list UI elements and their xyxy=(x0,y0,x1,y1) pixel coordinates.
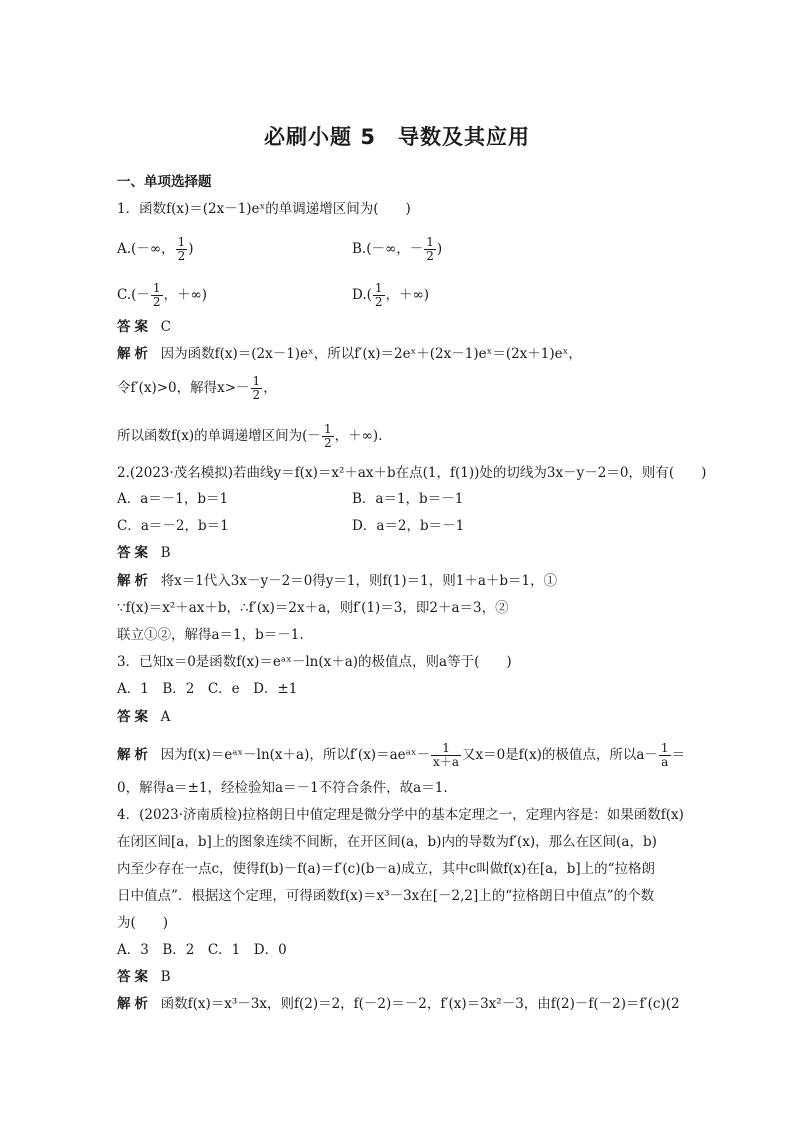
q1-option-b: B.(－∞，－ $\frac{1}{2}$ ) xyxy=(352,235,443,263)
q1-option-d: D.( $\frac{1}{2}$ ，＋∞) xyxy=(352,281,430,309)
q1-option-c: C.(－ $\frac{1}{2}$ ，＋∞) xyxy=(117,281,208,309)
page-title: 必刷小题 5 导数及其应用 xyxy=(264,125,530,149)
q4-stem-line-4: 日中值点”．根据这个定理，可得函数f(x)＝x³－3x在[－2,2]上的“拉格朗日中值点”的个数 xyxy=(117,888,655,904)
q4-stem-line-2: 在闭区间[a，b]上的图象连续不间断，在开区间(a，b)内的导数为f′(x)，那么在区间(a，b) xyxy=(117,834,657,850)
q4-options: A．3 B．2 C．1 D．0 xyxy=(117,942,287,958)
q1-option-a: A.(－∞， $\frac{1}{2}$ ) xyxy=(117,235,194,263)
q2-option-b: B．a＝1，b＝－1 xyxy=(352,491,464,507)
q2-answer: 答案 B xyxy=(117,545,171,561)
q4-stem-line-5: 为( ) xyxy=(117,915,169,931)
q3-options: A．1 B．2 C．e D．±1 xyxy=(117,681,298,697)
q2-analysis-line-3: 联立①②，解得a＝1，b＝－1. xyxy=(117,627,304,643)
q3-analysis-line-2: 0，解得a＝±1，经检验知a＝－1不符合条件，故a＝1. xyxy=(117,780,448,796)
q2-analysis-line-1: 解析 将x＝1代入3x－y－2＝0得y＝1，则f(1)＝1，则1＋a＋b＝1，① xyxy=(117,573,558,589)
q2-option-a: A．a＝－1，b＝1 xyxy=(117,491,229,507)
q4-stem-line-1: 4．(2023·济南质检)拉格朗日中值定理是微分学中的基本定理之一，定理内容是：如果函数f(x) xyxy=(117,807,684,823)
q1-analysis-line-2: 令f′(x)>0，解得x>－ $\frac{1}{2}$ ， xyxy=(117,374,277,402)
q4-analysis-line-1: 解析 函数f(x)＝x³－3x，则f(2)＝2，f(－2)＝－2，f′(x)＝3x²－3，由f(2)－f(－2)＝f′(c)(2 xyxy=(117,996,680,1012)
q1-stem: 1．函数f(x)＝(2x－1)eˣ的单调递增区间为( ) xyxy=(117,201,411,217)
q3-stem: 3．已知x＝0是函数f(x)＝eᵃˣ－ln(x＋a)的极值点，则a等于( ) xyxy=(117,654,512,670)
q1-answer: 答案 C xyxy=(117,319,171,335)
q3-answer: 答案 A xyxy=(117,709,171,725)
q2-option-d: D．a＝2，b＝－1 xyxy=(352,518,465,534)
q2-analysis-line-2: ∵f(x)＝x²＋ax＋b，∴f′(x)＝2x＋a，则f′(1)＝3，即2＋a＝3，② xyxy=(117,600,509,616)
q4-answer: 答案 B xyxy=(117,969,171,985)
q3-analysis-line-1: 解析 因为f(x)＝eᵃˣ－ln(x＋a)，所以f′(x)＝aeᵃˣ－ $\frac{1}{x+a}$ 又x＝0是f(x)的极值点，所以a－ $\frac{1}{a}$ ＝ xyxy=(117,741,686,769)
q2-option-c: C．a＝－2，b＝1 xyxy=(117,518,229,534)
q4-stem-line-3: 内至少存在一点c，使得f(b)－f(a)＝f′(c)(b－a)成立，其中c叫做f(x)在[a，b]上的“拉格朗 xyxy=(117,861,656,877)
q1-analysis-line-3: 所以函数f(x)的单调递增区间为(－ $\frac{1}{2}$ ，＋∞). xyxy=(117,422,383,450)
q2-stem: 2.(2023·茂名模拟)若曲线y＝f(x)＝x²＋ax＋b在点(1，f(1))处的切线为3x－y－2＝0，则有( ) xyxy=(117,465,707,481)
section-heading: 一、单项选择题 xyxy=(117,174,212,190)
q1-analysis-line-1: 解析 因为函数f(x)＝(2x－1)eˣ，所以f′(x)＝2eˣ＋(2x－1)eˣ＝(2x＋1)eˣ， xyxy=(117,346,582,362)
